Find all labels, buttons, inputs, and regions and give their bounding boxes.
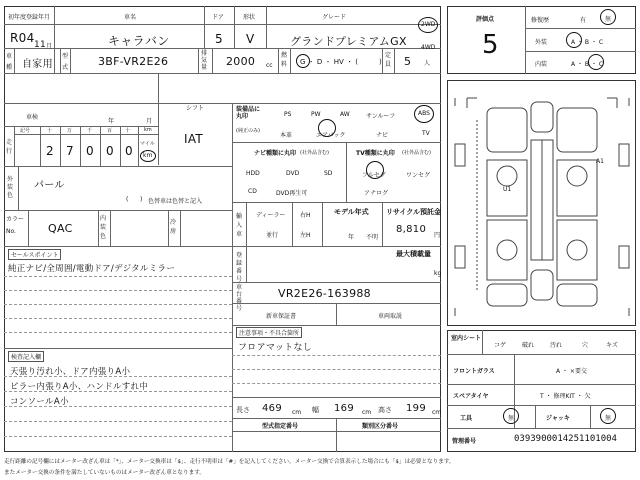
grade-value: グランドプレミアムGX bbox=[290, 35, 407, 48]
digit-head: 十 bbox=[47, 128, 53, 134]
inspection-year: 年 bbox=[108, 118, 115, 125]
fuel-value: G ・ D ・ HV ・ ( ) bbox=[300, 58, 382, 66]
model-designation-label: 型式指定番号 bbox=[262, 423, 299, 430]
equip-pw: PW bbox=[311, 111, 321, 118]
recycle-yen: 円 bbox=[434, 232, 441, 239]
car-type-label: 車 bbox=[6, 53, 13, 60]
first-reg-value: R04 bbox=[10, 31, 35, 45]
jack-label: ジャッキ bbox=[546, 415, 570, 422]
model-name-value: キャラバン bbox=[108, 34, 170, 48]
cold-label: 冷房 bbox=[170, 219, 177, 235]
odo-digit: 0 bbox=[125, 144, 133, 158]
drive-2wd: 2WD bbox=[421, 21, 436, 28]
model-year-unknown: 不明 bbox=[366, 234, 379, 241]
equip-ps: PS bbox=[284, 111, 292, 118]
tv-oneseg: ワンセグ bbox=[406, 172, 431, 179]
tv-analog: アナログ bbox=[364, 190, 389, 197]
nav-type-title: ナビ種類に丸印 bbox=[254, 150, 297, 157]
max-load-label: 最大積載量 bbox=[396, 250, 431, 258]
diagram-mark-u1: U1 bbox=[503, 186, 512, 193]
model-year-year: 年 bbox=[348, 234, 355, 241]
capacity-unit: 人 bbox=[424, 60, 431, 67]
import-left-h: 左H bbox=[300, 232, 311, 239]
color-no-value: QAC bbox=[48, 222, 73, 235]
mile-unit: マイル bbox=[140, 141, 155, 147]
odo-digit: 0 bbox=[106, 144, 114, 158]
height-cm: cm bbox=[432, 409, 442, 416]
inspector-line: コンソールA小 bbox=[10, 397, 69, 407]
jack-value: 無 bbox=[605, 415, 612, 422]
seat-ana: 穴 bbox=[582, 342, 589, 349]
mileage-label: 走行 bbox=[6, 139, 13, 155]
repair-yes: 有 bbox=[580, 17, 587, 24]
shift-label: シフト bbox=[186, 105, 205, 112]
inspector-line: 天張り汚れ小、ドア内張りA小 bbox=[10, 367, 131, 377]
length-cm: cm bbox=[292, 409, 302, 416]
car-type-value: 自家用 bbox=[22, 59, 53, 70]
nav-type-sub: (社外品含む) bbox=[300, 150, 329, 156]
seat-yabure: 破れ bbox=[522, 342, 535, 349]
digit-head: km bbox=[144, 127, 152, 133]
chassis-value: VR2E26-163988 bbox=[278, 287, 371, 300]
displacement-value: 2000 bbox=[226, 55, 256, 68]
inspection-label: 車検 bbox=[26, 114, 39, 121]
exterior-note: 色替車は色替と記入 bbox=[148, 198, 203, 205]
capacity-label: 定員 bbox=[385, 52, 392, 68]
height-label: 高さ bbox=[378, 406, 392, 414]
length-value: 469 bbox=[262, 403, 282, 414]
import-label: 輸入車 bbox=[236, 213, 243, 238]
exterior-note-close: ) bbox=[140, 196, 143, 203]
digit-head: 万 bbox=[67, 128, 73, 134]
warranty-label: 新車保証書 bbox=[266, 313, 297, 320]
month-unit: 月 bbox=[46, 43, 53, 50]
sales-point-value: 純正ナビ/全周囲/電動ドア/デジタルミラー bbox=[8, 264, 176, 274]
seat-label: 室内シート bbox=[451, 335, 482, 342]
shape-value: V bbox=[246, 32, 255, 46]
car-diagram bbox=[447, 80, 636, 326]
model-code-label: 型 bbox=[62, 53, 69, 60]
recycle-label: リサイクル預託金 bbox=[386, 208, 442, 216]
digit-head: 十 bbox=[125, 128, 131, 134]
nav-dvd-play: DVD再生可 bbox=[276, 190, 308, 197]
car-type-label2: 種 bbox=[6, 64, 13, 71]
shape-label: 形状 bbox=[243, 14, 256, 21]
exterior-note-open: ( bbox=[126, 196, 129, 203]
repair-no: 無 bbox=[605, 16, 612, 23]
manual-label: 車両取説 bbox=[378, 313, 403, 320]
exterior-grade-label: 外装 bbox=[535, 39, 548, 46]
height-value: 199 bbox=[406, 403, 426, 414]
diagram-mark-a1: A1 bbox=[596, 158, 604, 165]
attention-value: フロアマットなし bbox=[238, 343, 313, 353]
inspection-month: 月 bbox=[146, 118, 153, 125]
import-right-h: 右H bbox=[300, 212, 311, 219]
import-dealer: ディーラー bbox=[256, 212, 286, 219]
equip-leather: 本革 bbox=[280, 132, 293, 139]
model-code-label2: 式 bbox=[62, 64, 69, 71]
chassis-label: 車台番号 bbox=[236, 284, 243, 312]
model-code-value: 3BF-VR2E26 bbox=[98, 55, 169, 68]
equip-tv: TV bbox=[422, 130, 430, 137]
nav-cd: CD bbox=[248, 188, 257, 195]
doors-label: ドア bbox=[212, 14, 224, 21]
recycle-value: 8,810 bbox=[396, 224, 427, 235]
sales-point-label: セールスポイント bbox=[8, 249, 61, 260]
footer-note-2: またメーター交換の条件を満たしていないものはメーター改ざん車となります。 bbox=[4, 470, 205, 476]
exterior-color-label: 外装色 bbox=[7, 176, 14, 199]
score-label: 評価点 bbox=[476, 16, 495, 23]
width-label: 幅 bbox=[312, 406, 319, 414]
max-load-kg: kg bbox=[434, 270, 442, 277]
width-value: 169 bbox=[334, 403, 354, 414]
shift-value: IAT bbox=[184, 132, 204, 146]
width-cm: cm bbox=[362, 409, 372, 416]
seat-kizu: キズ bbox=[606, 342, 618, 349]
score-value: 5 bbox=[482, 30, 499, 60]
seat-yogore: 汚れ bbox=[550, 342, 563, 349]
glass-label: フロントガラス bbox=[453, 368, 495, 375]
interior-grade-label: 内装 bbox=[535, 61, 548, 68]
tools-value: 無 bbox=[508, 415, 515, 422]
nav-dvd: DVD bbox=[286, 170, 300, 177]
digit-head: 記号 bbox=[20, 128, 31, 134]
cc-unit: cc bbox=[266, 62, 273, 69]
spare-value: T ・ 修理KIT ・ 欠 bbox=[540, 393, 591, 400]
equip-aw: AW bbox=[340, 111, 350, 118]
spare-label: スペアタイヤ bbox=[453, 393, 489, 400]
tv-fullseg: フルセグ bbox=[362, 172, 386, 179]
import-parallel: 並行 bbox=[266, 232, 279, 239]
equip-navi: ナビ bbox=[376, 132, 389, 139]
km-unit: km bbox=[143, 152, 153, 159]
model-year-label: モデル年式 bbox=[334, 208, 369, 216]
first-reg-label: 初年度登録年月 bbox=[8, 14, 51, 21]
tv-type-title: TV種類に丸印 bbox=[356, 150, 395, 157]
footer-note-1: 走行距離の記号欄にはメーター改ざん車は「*」、メーター交換車は「$」、走行不明車は「#」を記入してください。メーター交換で合算表示した場合にも「$」は必要となります。 bbox=[4, 459, 455, 465]
grade-label: グレード bbox=[322, 14, 347, 21]
equipment-title: 装備品に丸印 bbox=[236, 106, 261, 120]
tv-type-sub: (社外品含む) bbox=[402, 150, 431, 156]
odo-digit: 7 bbox=[66, 144, 74, 158]
first-reg-month: 11 bbox=[34, 40, 47, 50]
tools-label: 工具 bbox=[460, 415, 473, 422]
odo-digit: 0 bbox=[86, 144, 94, 158]
digit-head: 百 bbox=[107, 128, 113, 134]
class-number-label: 類別区分番号 bbox=[362, 423, 399, 430]
color-no-label: カラーNo. bbox=[6, 216, 25, 235]
glass-value: A ・ ×要交 bbox=[556, 368, 587, 375]
nav-sd: SD bbox=[324, 170, 333, 177]
reg-no-label: 登録番号 bbox=[236, 252, 243, 283]
exterior-grades: A ・ B ・ C bbox=[571, 39, 604, 46]
fuel-label: 燃料 bbox=[281, 52, 288, 68]
repair-label: 修復歴 bbox=[531, 17, 550, 24]
inspector-line: ピラー内張りA小、ハンドルすれ中 bbox=[10, 382, 149, 392]
inspector-label: 検査記入欄 bbox=[8, 351, 44, 362]
length-label: 長さ bbox=[236, 406, 250, 414]
odometer-digits bbox=[14, 126, 158, 166]
interior-color-label: 内装色 bbox=[100, 215, 107, 240]
exterior-color-value: パール bbox=[34, 180, 65, 191]
equipment-subtitle: (純正のみ) bbox=[236, 128, 260, 134]
mgmt-label: 管理番号 bbox=[452, 438, 477, 445]
equip-abs: ABS bbox=[418, 110, 430, 117]
displacement-label: 排気量 bbox=[201, 50, 208, 71]
drive-4wd: 4WD bbox=[421, 44, 436, 51]
interior-grades: A ・ B ・ C bbox=[571, 61, 604, 68]
digit-head: 千 bbox=[87, 128, 93, 134]
mgmt-value: 0393900014251101004 bbox=[514, 434, 617, 444]
equip-sunroof: サンルーフ bbox=[366, 113, 396, 120]
model-name-label: 車名 bbox=[124, 14, 137, 21]
odo-digit: 2 bbox=[46, 144, 54, 158]
attention-label: 注意事項・不具合箇所 bbox=[236, 327, 302, 338]
equip-airbag: エアバック bbox=[316, 132, 346, 139]
doors-value: 5 bbox=[215, 32, 223, 46]
nav-hdd: HDD bbox=[246, 170, 260, 177]
capacity-value: 5 bbox=[404, 55, 412, 68]
seat-koge: コゲ bbox=[494, 342, 507, 349]
